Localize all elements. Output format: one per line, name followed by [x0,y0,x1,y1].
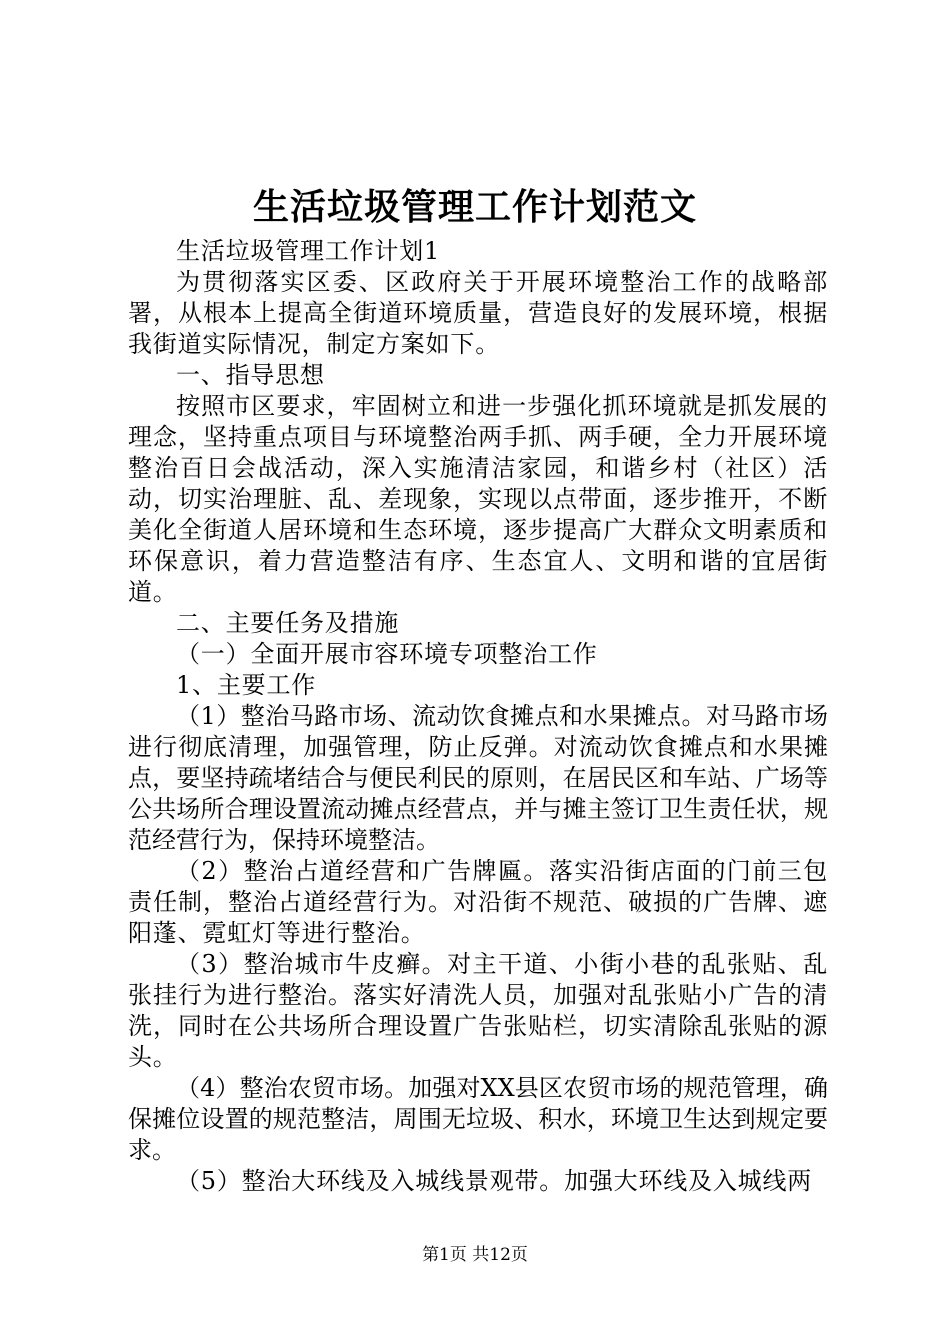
subsection-heading-city-environment: （一）全面开展市容环境专项整治工作 [176,640,598,668]
list-item-1: （1）整治马路市场、流动饮食摊点和水果摊点。对马路市场进行彻底清理，加强管理，防止反弹。对流动饮食摊点和水果摊点，要坚持疏堵结合与便民利民的原则，在居民区和车站、广场等公共场所合理设置流动摊点经营点，并与摊主签订卫生责任状，规范经营行为，保持环境整洁。 [128,702,828,854]
section-heading-main-tasks: 二、主要任务及措施 [176,609,400,637]
list-item-3: （3）整治城市牛皮癣。对主干道、小街小巷的乱张贴、乱张挂行为进行整治。落实好清洗人员，加强对乱张贴小广告的清洗，同时在公共场所合理设置广告张贴栏，切实清除乱张贴的源头。 [128,950,828,1071]
paragraph-plan-heading: 生活垃圾管理工作计划1 [176,237,441,265]
subsection-heading-main-work: 1、主要工作 [176,671,317,699]
section-heading-guiding-ideology: 一、指导思想 [176,361,325,389]
list-item-4: （4）整治农贸市场。加强对XX县区农贸市场的规范管理，确保摊位设置的规范整洁，周围无垃圾、积水，环境卫生达到规定要求。 [128,1074,828,1164]
paragraph-guiding-ideology: 按照市区要求，牢固树立和进一步强化抓环境就是抓发展的理念，坚持重点项目与环境整治两手抓、两手硬，全力开展环境整治百日会战活动，深入实施清洁家园，和谐乡村（社区）活动，切实治理脏、乱、差现象，实现以点带面，逐步推开，不断美化全街道人居环境和生态环境，逐步提高广大群众文明素质和环保意识，着力营造整洁有序、生态宜人、文明和谐的宜居街道。 [128,392,828,606]
page-footer: 第1页 共12页 [422,1245,528,1265]
paragraph-intro: 为贯彻落实区委、区政府关于开展环境整治工作的战略部署，从根本上提高全街道环境质量，营造良好的发展环境，根据我街道实际情况，制定方案如下。 [128,268,828,358]
document-body [128,236,828,1197]
list-item-2: （2）整治占道经营和广告牌匾。落实沿街店面的门前三包责任制，整治占道经营行为。对沿街不规范、破损的广告牌、遮阳蓬、霓虹灯等进行整治。 [128,857,828,947]
list-item-5: （5）整治大环线及入城线景观带。加强大环线及入城线两 [176,1167,813,1195]
document-title: 生活垃圾管理工作计划范文 [252,186,697,228]
